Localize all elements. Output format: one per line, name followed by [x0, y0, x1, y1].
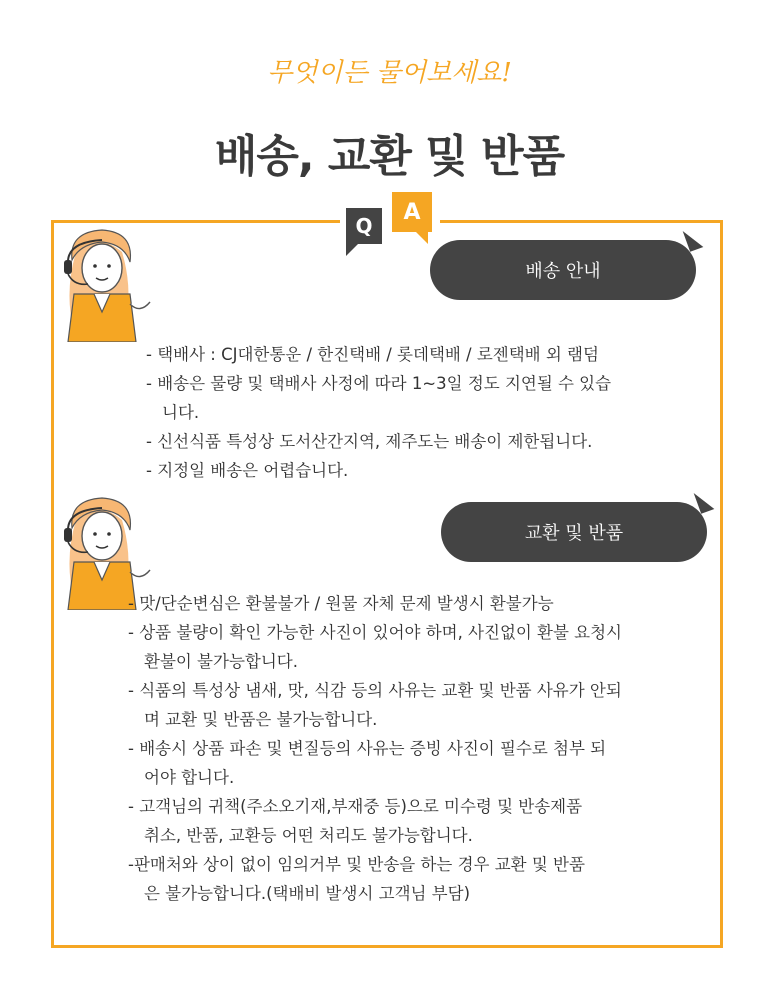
list-item: 며 교환 및 반품은 불가능합니다. [144, 710, 378, 729]
list-item: - 맛/단순변심은 환불불가 / 원물 자체 문제 발생시 환불가능 [128, 594, 554, 613]
list-item: - 상품 불량이 확인 가능한 사진이 있어야 하며, 사진없이 환불 요청시 [128, 623, 623, 642]
customer-service-agent-illustration [54, 222, 154, 342]
list-item: 니다. [162, 403, 200, 422]
list-item: - 고객님의 귀책(주소오기재,부재중 등)으로 미수령 및 반송제품 [128, 797, 583, 816]
list-item: - 지정일 배송은 어렵습니다. [146, 461, 349, 480]
shipping-info-list [146, 340, 646, 485]
list-item: - 배송은 물량 및 택배사 사정에 따라 1~3일 정도 지연될 수 있습 [146, 374, 612, 393]
list-item: 어야 합니다. [144, 768, 235, 787]
section-label-text: 교환 및 반품 [524, 523, 624, 544]
list-item: - 신선식품 특성상 도서산간지역, 제주도는 배송이 제한됩니다. [146, 432, 593, 451]
section-label-exchange-return [441, 502, 707, 562]
page-title: 배송, 교환 및 반품 [214, 131, 565, 182]
list-item: 환불이 불가능합니다. [144, 652, 298, 671]
list-item: 은 불가능합니다.(택배비 발생시 고객님 부담) [144, 884, 471, 903]
page-subtitle: 무엇이든 물어보세요! [267, 58, 512, 88]
list-item: - 택배사 : CJ대한통운 / 한진택배 / 롯데택배 / 로젠택배 외 램덤 [146, 345, 599, 364]
q-bubble-tail [346, 242, 360, 256]
exchange-return-list [128, 589, 668, 908]
list-item: -판매처와 상이 없이 임의거부 및 반송을 하는 경우 교환 및 반품 [128, 855, 585, 874]
a-bubble: A [392, 192, 432, 232]
a-bubble-tail [414, 230, 428, 244]
section-label-text: 배송 안내 [525, 261, 601, 282]
list-item: - 식품의 특성상 냄새, 맛, 식감 등의 사유는 교환 및 반품 사유가 안되 [128, 681, 622, 700]
list-item: 취소, 반품, 교환등 어떤 처리도 불가능합니다. [144, 826, 473, 845]
q-bubble: Q [346, 208, 382, 244]
section-label-shipping [430, 240, 696, 300]
list-item: - 배송시 상품 파손 및 변질등의 사유는 증빙 사진이 필수로 첨부 되 [128, 739, 607, 758]
qa-badge [340, 190, 440, 260]
